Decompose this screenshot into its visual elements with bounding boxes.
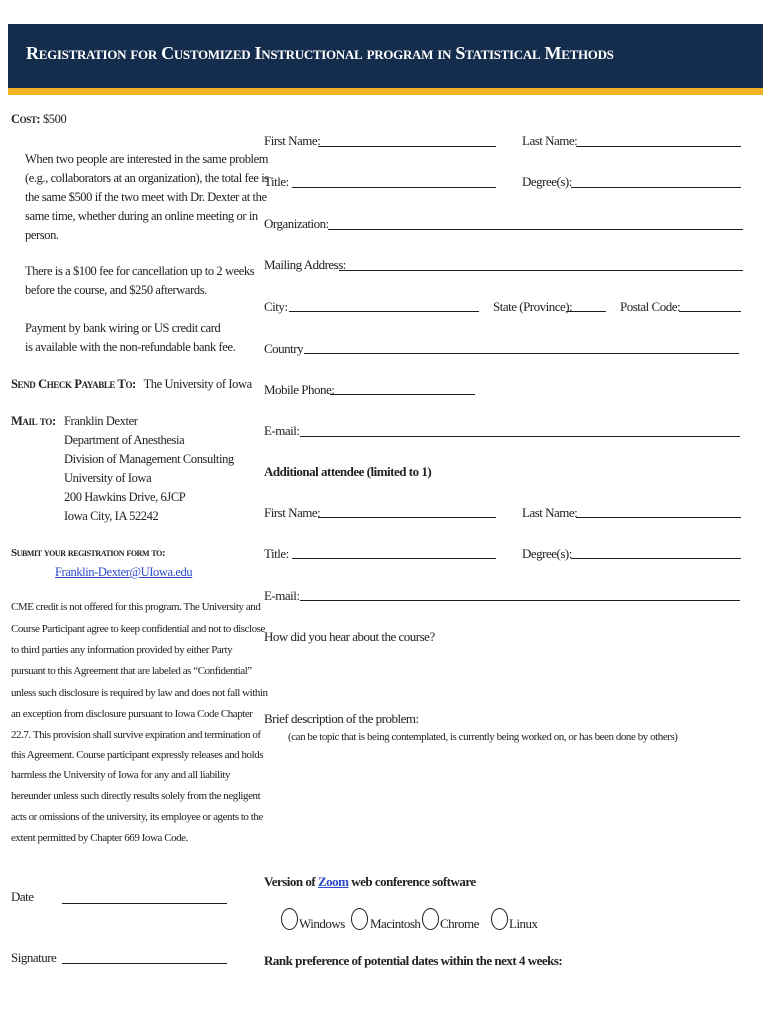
payable-value: The University of Iowa bbox=[143, 377, 252, 391]
mail-line-6: Iowa City, IA 52242 bbox=[64, 509, 159, 523]
city-label: City: bbox=[264, 299, 288, 314]
signature-field[interactable] bbox=[62, 963, 227, 964]
brief-description-note: (can be topic that is being contemplated, is currently being worked on, or has been done by others) bbox=[288, 731, 678, 743]
two-people-line-5: person. bbox=[25, 228, 59, 242]
add-first-name-label: First Name: bbox=[264, 505, 321, 520]
country-label: Country bbox=[264, 341, 304, 356]
email-field[interactable] bbox=[300, 436, 740, 437]
option-chrome-label: Chrome bbox=[440, 916, 479, 931]
cme-line-6: an exception from disclosure pursuant to Iowa Code Chapter bbox=[11, 708, 253, 720]
how-hear-label: How did you hear about the course? bbox=[264, 629, 435, 644]
mail-line-1: Franklin Dexter bbox=[64, 414, 138, 428]
add-last-name-label: Last Name: bbox=[522, 505, 578, 520]
header-gold-rule bbox=[8, 88, 763, 95]
add-degrees-field[interactable] bbox=[571, 558, 741, 559]
two-people-line-3: the same $500 if the two meet with Dr. Dexter at the bbox=[25, 190, 267, 204]
title-field[interactable] bbox=[292, 187, 496, 188]
city-field[interactable] bbox=[289, 311, 479, 312]
cost-label: Cost: bbox=[11, 112, 41, 126]
zoom-version-label bbox=[264, 872, 476, 891]
zoom-suffix: web conference software bbox=[348, 874, 476, 889]
mobile-phone-label: Mobile Phone: bbox=[264, 382, 335, 397]
two-people-line-2: (e.g., collaborators at an organization), the total fee is bbox=[25, 171, 269, 185]
cost-line bbox=[11, 110, 66, 129]
two-people-line-4: same time, whether during an online meeting or in bbox=[25, 209, 258, 223]
add-degrees-label: Degree(s): bbox=[522, 546, 572, 561]
last-name-field[interactable] bbox=[576, 146, 741, 147]
cme-line-2: Course Participant agree to keep confidential and not to disclose bbox=[11, 623, 265, 635]
payable-label: Send Check Payable To: bbox=[11, 377, 136, 391]
cancel-line-2: before the course, and $250 afterwards. bbox=[25, 283, 207, 297]
cancel-line-1: There is a $100 fee for cancellation up to 2 weeks bbox=[25, 264, 255, 278]
payment-line-1: Payment by bank wiring or US credit card bbox=[25, 321, 221, 335]
mailing-address-label: Mailing Address: bbox=[264, 257, 346, 272]
degrees-field[interactable] bbox=[571, 187, 741, 188]
country-field[interactable] bbox=[304, 353, 739, 354]
organization-label: Organization: bbox=[264, 216, 329, 231]
radio-linux[interactable] bbox=[491, 908, 508, 930]
add-title-field[interactable] bbox=[292, 558, 496, 559]
submit-email-link[interactable]: Franklin-Dexter@UIowa.edu bbox=[55, 565, 193, 579]
cme-line-11: acts or omissions of the university, its employee or agents to the bbox=[11, 811, 263, 823]
payable-line bbox=[11, 375, 252, 394]
date-label: Date bbox=[11, 889, 34, 904]
last-name-label: Last Name: bbox=[522, 133, 578, 148]
additional-attendee-heading: Additional attendee (limited to 1) bbox=[264, 464, 432, 479]
brief-description-label: Brief description of the problem: bbox=[264, 711, 419, 726]
two-people-line-1: When two people are interested in the same problem bbox=[25, 152, 269, 166]
add-email-label: E-mail: bbox=[264, 588, 300, 603]
payment-line-2: is available with the non-refundable bank fee. bbox=[25, 340, 236, 354]
option-windows-label: Windows bbox=[299, 916, 345, 931]
cme-line-9: harmless the University of Iowa for any and all liability bbox=[11, 769, 231, 781]
zoom-link[interactable]: Zoom bbox=[317, 874, 349, 889]
first-name-label: First Name: bbox=[264, 133, 321, 148]
rank-preference-label: Rank preference of potential dates within the next 4 weeks: bbox=[264, 953, 563, 968]
cme-line-3: to third parties any information provided by either Party bbox=[11, 644, 233, 656]
add-first-name-field[interactable] bbox=[318, 517, 496, 518]
mail-line-4: University of Iowa bbox=[64, 471, 152, 485]
radio-chrome[interactable] bbox=[422, 908, 439, 930]
organization-field[interactable] bbox=[328, 229, 743, 230]
mail-to-label: Mail to: bbox=[11, 414, 56, 428]
date-field[interactable] bbox=[62, 903, 227, 904]
zoom-prefix: Version of bbox=[264, 874, 318, 889]
radio-macintosh[interactable] bbox=[351, 908, 368, 930]
mobile-phone-field[interactable] bbox=[330, 394, 475, 395]
cme-line-5: unless such disclosure is required by law and does not fall within bbox=[11, 687, 268, 699]
state-field[interactable] bbox=[566, 311, 606, 312]
postal-code-field[interactable] bbox=[679, 311, 741, 312]
mail-line-2: Department of Anesthesia bbox=[64, 433, 185, 447]
cme-line-1: CME credit is not offered for this program. The University and bbox=[11, 601, 261, 613]
form-title: Registration for Customized Instructional program in Statistical Methods bbox=[26, 43, 614, 63]
degrees-label: Degree(s): bbox=[522, 174, 572, 189]
option-macintosh-label: Macintosh bbox=[370, 916, 421, 931]
submit-label: Submit your registration form to: bbox=[11, 547, 166, 559]
postal-code-label: Postal Code: bbox=[620, 299, 681, 314]
cme-line-4: pursuant to this Agreement that are labeled as “Confidential” bbox=[11, 665, 252, 677]
add-title-label: Title: bbox=[264, 546, 289, 561]
cme-line-12: extent permitted by Chapter 669 Iowa Code. bbox=[11, 832, 188, 844]
cost-value: $500 bbox=[42, 112, 67, 126]
signature-label: Signature bbox=[11, 950, 57, 965]
cme-line-7: 22.7. This provision shall survive expiration and termination of bbox=[11, 729, 261, 741]
mail-line-3: Division of Management Consulting bbox=[64, 452, 234, 466]
mail-line-5: 200 Hawkins Drive, 6JCP bbox=[64, 490, 186, 504]
radio-windows[interactable] bbox=[281, 908, 298, 930]
email-label: E-mail: bbox=[264, 423, 300, 438]
add-email-field[interactable] bbox=[300, 600, 740, 601]
cme-line-10: hereunder unless such directly results solely from the negligent bbox=[11, 790, 261, 802]
mailing-address-field[interactable] bbox=[339, 270, 743, 271]
first-name-field[interactable] bbox=[318, 146, 496, 147]
cme-line-8: this Agreement. Course participant expressly releases and holds bbox=[11, 749, 264, 761]
title-label: Title: bbox=[264, 174, 289, 189]
add-last-name-field[interactable] bbox=[576, 517, 741, 518]
option-linux-label: Linux bbox=[509, 916, 538, 931]
state-label: State (Province): bbox=[493, 299, 573, 314]
